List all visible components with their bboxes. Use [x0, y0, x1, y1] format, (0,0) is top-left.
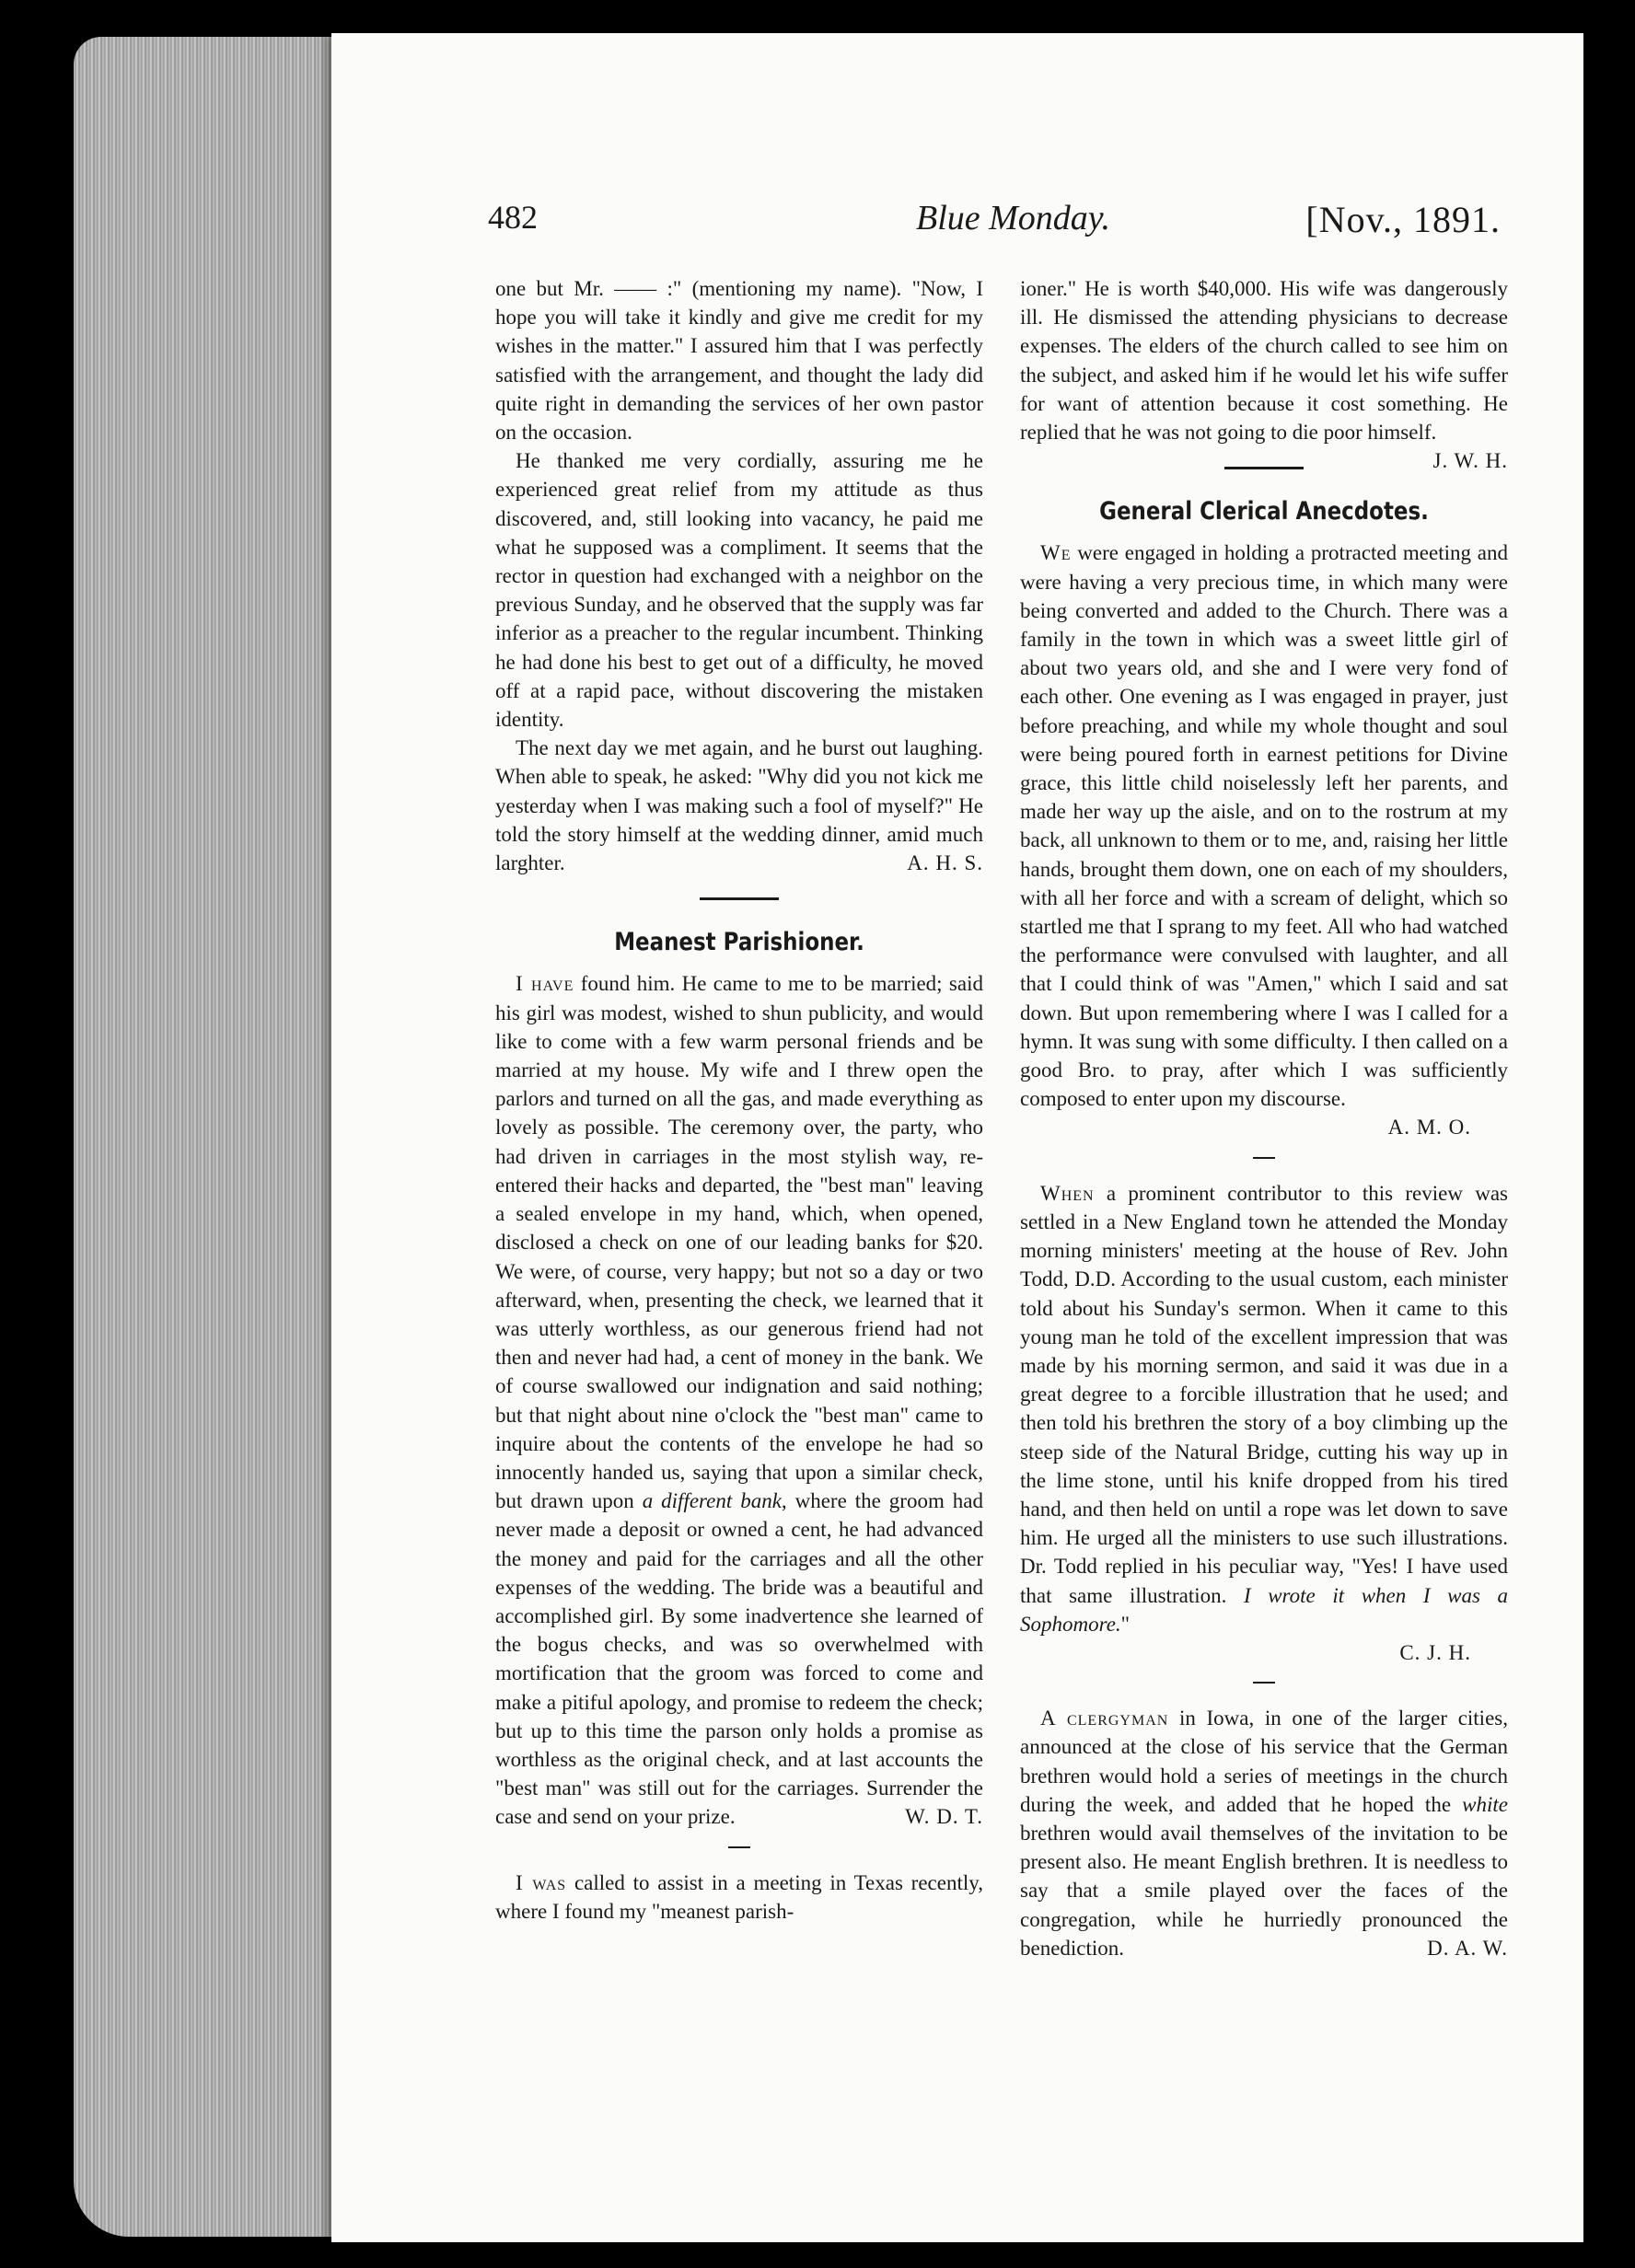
author-signature: A. H. S.	[907, 851, 983, 875]
paragraph-text: brethren would avail themselves of the invitation to be present also. He meant English brethren. It is needless to say that a smile played over the faces of the congregation, while he hurriedly pronounced the benediction.	[1020, 1821, 1508, 1960]
paragraph	[1020, 1179, 1508, 1638]
italic-text: I wrote it when I was a Sophomore.	[1020, 1583, 1509, 1636]
author-signature: C. J. H.	[1399, 1640, 1471, 1664]
paragraph-text: a prominent contributor to this review was settled in a New England town he attended the Monday morning ministers' meeting at the house of Rev. John Todd, D.D. According to the usual custom, each minister told about his Sunday's sermon. When it came to this young man he told of the excellent impression that was made by his morning sermon, and said it was due in a great degree to a forcible illustration that he used; and then told his brethren the story of a boy climbing up the steep side of the Natural Bridge, cutting his way up in the lime stone, until his knife dropped from his tired hand, and then held on until a rope was let down to save him. He urged all the ministers to use such illustrations. Dr. Todd replied in his peculiar way, "Yes! I have used that same illustration.	[1020, 1181, 1508, 1607]
page-number: 482	[488, 199, 538, 236]
paragraph	[1020, 1704, 1508, 1962]
paragraph-text: in Iowa, in one of the larger cities, announced at the close of his service that the German brethren would hold a series of meetings in the church during the week, and added that he hoped the	[1020, 1707, 1508, 1816]
paragraph	[495, 969, 983, 1831]
paragraph: one but Mr. —— :" (mentioning my name). "Now, I hope you will take it kindly and give me credit for my wishes in the matter." I assured him that I was perfectly satisfied with the arrangement, and thought the lady did quite right in demanding the services of her own pastor on the occasion.	[495, 277, 983, 445]
paragraph-text: ioner." He is worth $40,000. His wife was dangerously ill. He dismissed the attending physicians to decrease expenses. The elders of the church called to see him on the subject, and asked him if he would let his wife suffer for want of attention because it cost something. He replied that he was not going to die poor himself.	[1020, 277, 1508, 445]
lead-in: We	[1040, 541, 1072, 565]
author-signature: J. W. H.	[1432, 449, 1508, 473]
lead-in: I have	[516, 972, 574, 996]
paragraph-text: were engaged in holding a protracted meeting and were having a very precious time, in which many were being converted and added to the Church. There was a family in the town in which was a sweet little girl of about two years old, and she and I were very fond of each other. One evening as I was engaged in prayer, just before preaching, and while my whole thought and soul were being poured forth in earnest petitions for Divine grace, this little child noiselessly left her parents, and made her way up the aisle, and on to the rostrum at my back, all unknown to them or to me, and, raising her little hands, brought them down, one on each of my shoulders, with all her force and with a scream of delight, which so startled me that I sprang to my feet. All who had watched the performance were convulsed with laughter, and all that I could think of was "Amen," which I said and sat down. But upon remembering where I was I called for a hymn. It was sung with some difficulty. I then called on a good Bro. to pray, after which I was sufficiently composed to enter upon my discourse.	[1020, 541, 1508, 1111]
lead-in: I was	[516, 1870, 567, 1894]
paragraph: He thanked me very cordially, assuring me he experienced great relief from my attitude as thus discovered, and, still looking into vacancy, he paid me what he supposed was a compliment. It seems that the rector in question had exchanged with a neighbor on the previous Sunday, and he observed that the supply was far inferior as a preacher to the regular incumbent. Thinking he had done his best to get out of a difficulty, he moved off at a rapid pace, without discovering the mistaken identity.	[495, 449, 983, 732]
author-signature: D. A. W.	[1427, 1936, 1508, 1960]
paragraph-text: , where the groom had never made a deposit or owned a cent, he had advanced the money and paid for the carriages and all the other expenses of the wedding. The bride was a beautiful and accomplished girl. By some inadvertence she learned of the bogus checks, and was so overwhelmed with mortification that the groom was forced to come and make a pitiful apology, and promise to redeem the check; but up to this time the parson only holds a promise as worthless as the original check, and at last accounts the "best man" was still out for the carriages. Surrender the case and send on your prize.	[495, 1489, 983, 1829]
paragraph-text: The next day we met again, and he burst out laughing. When able to speak, he asked: "Why did you not kick me yesterday when I was making such a fool of myself?" He told the story himself at the wedding dinner, amid much larghter.	[495, 736, 983, 875]
section-title: General Clerical Anecdotes.	[1099, 497, 1429, 526]
anecdote-divider	[1253, 1157, 1275, 1159]
paragraph-text: found him. He came to me to be married; said his girl was modest, wished to shun publicity, and would like to come with a few warm personal friends and be married at my house. My wife and I threw open the parlors and turned on all the gas, and made everything as lovely as possible. The ceremony over, the party, who had driven in carriages in the most stylish way, re-entered their hacks and departed, the "best man" leaving a sealed envelope in my hand, which, when opened, disclosed a check on one of our leading banks for $20. We were, of course, very happy; but not so a day or two afterward, when, presenting the check, we learned that it was utterly worthless, as our generous friend had not then and never had had, a cent of money in the bank. We of course swallowed our indignation and said nothing; but that night about nine o'clock the "best man" came to inquire about the contents of the envelope he had so innocently handed us, saying that upon a similar check, but drawn upon	[495, 972, 983, 1513]
anecdote-divider	[728, 1846, 750, 1848]
right-column	[1020, 274, 1508, 1962]
author-signature: A. M. O.	[1387, 1116, 1471, 1140]
left-column	[495, 274, 983, 1926]
paragraph-text: called to assist in a meeting in Texas recently, where I found my "meanest parish-	[495, 1870, 983, 1923]
author-signature: W. D. T.	[905, 1805, 983, 1829]
paragraph-text: "	[1120, 1612, 1131, 1636]
section-divider	[1224, 467, 1304, 469]
italic-text: a different bank	[642, 1489, 782, 1513]
italic-text: white	[1462, 1792, 1508, 1816]
paragraph	[495, 1869, 983, 1926]
lead-in: When	[1040, 1181, 1095, 1205]
section-title: Meanest Parishioner.	[614, 928, 864, 957]
journal-title: Blue Monday.	[916, 199, 1111, 237]
book-page-edges	[74, 37, 350, 2237]
paragraph	[1020, 538, 1508, 1113]
issue-date: [Nov., 1891.	[1305, 199, 1501, 240]
paragraph	[1020, 274, 1508, 473]
running-head	[488, 198, 1501, 244]
paragraph	[495, 734, 983, 877]
lead-in: A clergyman	[1040, 1707, 1169, 1730]
anecdote-divider	[1253, 1682, 1275, 1684]
section-divider	[700, 897, 779, 900]
